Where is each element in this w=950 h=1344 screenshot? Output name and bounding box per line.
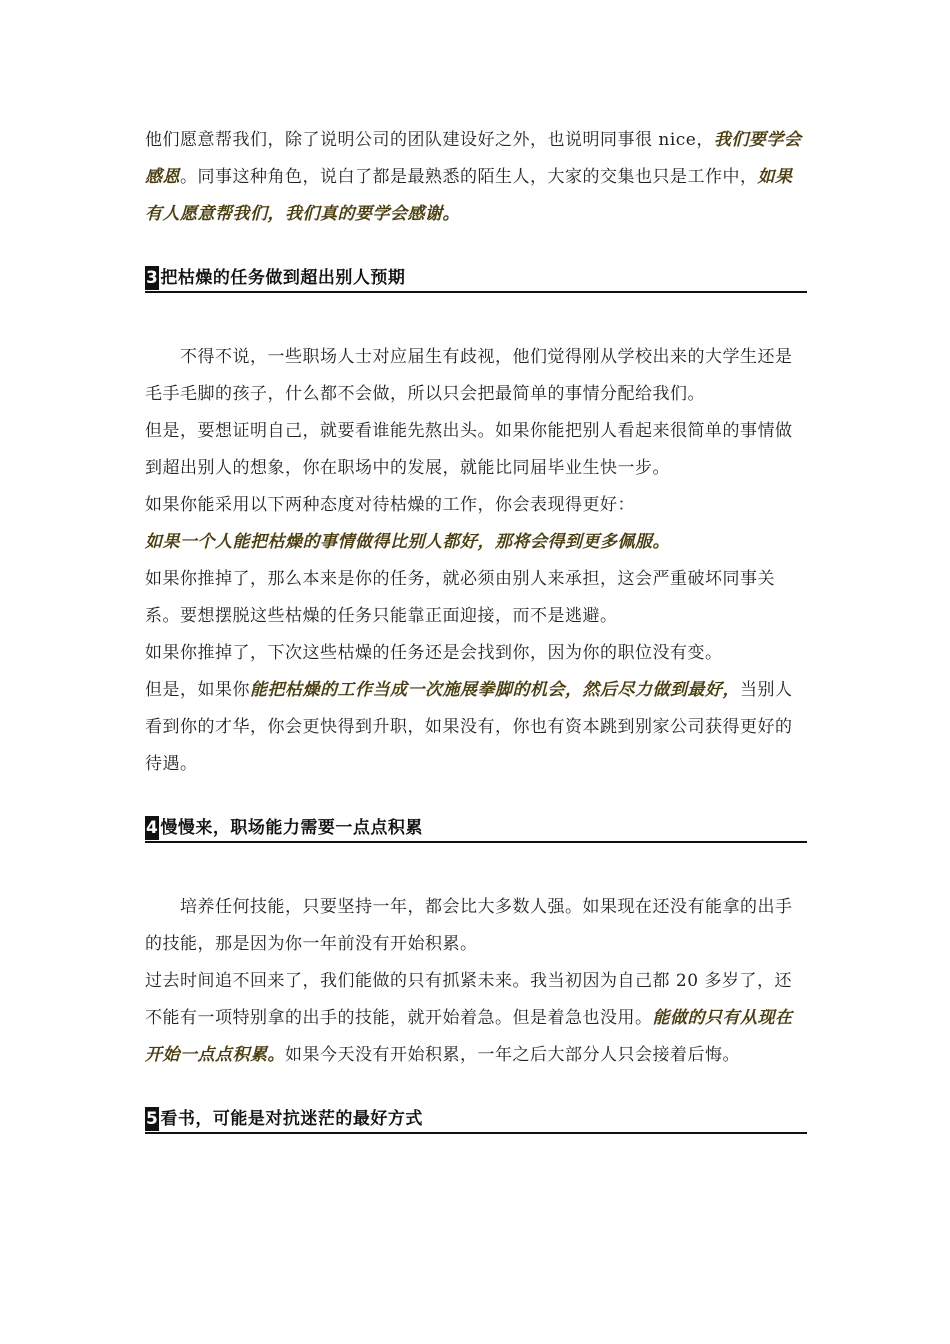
section-3-p7-text-a: 但是，如果你 xyxy=(145,680,250,700)
section-4-heading xyxy=(145,816,807,843)
section-3-p7-emphasis: 能把枯燥的工作当成一次施展拳脚的机会，然后尽力做到最好， xyxy=(250,680,740,700)
section-4-p2-text-b: 如果今天没有开始积累，一年之后大部分人只会接着后悔。 xyxy=(285,1045,740,1065)
section-3-paragraph-2: 但是，要想证明自己，就要看谁能先熬出头。如果你能把别人看起来很简单的事情做到超出别人的想象，你在职场中的发展，就能比同届毕业生快一步。 xyxy=(145,421,793,478)
section-5-title: 看书，可能是对抗迷茫的最好方式 xyxy=(160,1109,423,1129)
intro-paragraph xyxy=(145,122,807,233)
section-3-title: 把枯燥的任务做到超出别人预期 xyxy=(160,268,406,288)
intro-text-1: 他们愿意帮我们，除了说明公司的团队建设好之外，也说明同事很 nice， xyxy=(145,130,714,150)
section-3-paragraph-7 xyxy=(145,672,807,783)
section-3-paragraph-5: 如果你推掉了，那么本来是你的任务，就必须由别人来承担，这会严重破坏同事关系。要想摆脱这些枯燥的任务只能靠正面迎接，而不是逃避。 xyxy=(145,569,775,626)
section-3-paragraph-6: 如果你推掉了，下次这些枯燥的任务还是会找到你，因为你的职位没有变。 xyxy=(145,643,723,663)
section-4-paragraph-1: 培养任何技能，只要坚持一年，都会比大多数人强。如果现在还没有能拿的出手的技能，那是因为你一年前没有开始积累。 xyxy=(145,897,793,954)
intro-emphasis-1: 我们要学会感恩 xyxy=(145,130,802,187)
section-5-heading xyxy=(145,1107,807,1134)
section-3-number: 3 xyxy=(146,268,159,288)
intro-text-2: 。同事这种角色，说白了都是最熟悉的陌生人，大家的交集也只是工作中， xyxy=(180,167,758,187)
intro-emphasis-2: 如果有人愿意帮我们，我们真的要学会感谢。 xyxy=(145,167,793,224)
section-5-number: 5 xyxy=(146,1109,159,1129)
section-4-p2-emphasis: 能做的只有从现在开始一点点积累。 xyxy=(145,1008,793,1065)
section-3-paragraph-1: 不得不说，一些职场人士对应届生有歧视，他们觉得刚从学校出来的大学生还是毛手毛脚的孩子，什么都不会做，所以只会把最简单的事情分配给我们。 xyxy=(145,347,793,404)
section-3-heading xyxy=(145,266,807,293)
section-3-p7-text-b: 当别人看到你的才华，你会更快得到升职，如果没有，你也有资本跳到别家公司获得更好的待遇。 xyxy=(145,680,793,774)
section-3-paragraph-4: 如果一个人能把枯燥的事情做得比别人都好，那将会得到更多佩服。 xyxy=(145,532,670,552)
section-4-paragraph-2 xyxy=(145,963,807,1074)
section-3-paragraph-3: 如果你能采用以下两种态度对待枯燥的工作，你会表现得更好： xyxy=(145,495,635,515)
document-page xyxy=(145,122,807,1134)
section-4-p2-text-a: 过去时间追不回来了，我们能做的只有抓紧未来。我当初因为自己都 20 多岁了，还不能有一项特别拿的出手的技能，就开始着急。但是着急也没用。 xyxy=(145,971,792,1028)
section-4-number: 4 xyxy=(146,818,159,838)
section-4-title: 慢慢来，职场能力需要一点点积累 xyxy=(160,818,423,838)
